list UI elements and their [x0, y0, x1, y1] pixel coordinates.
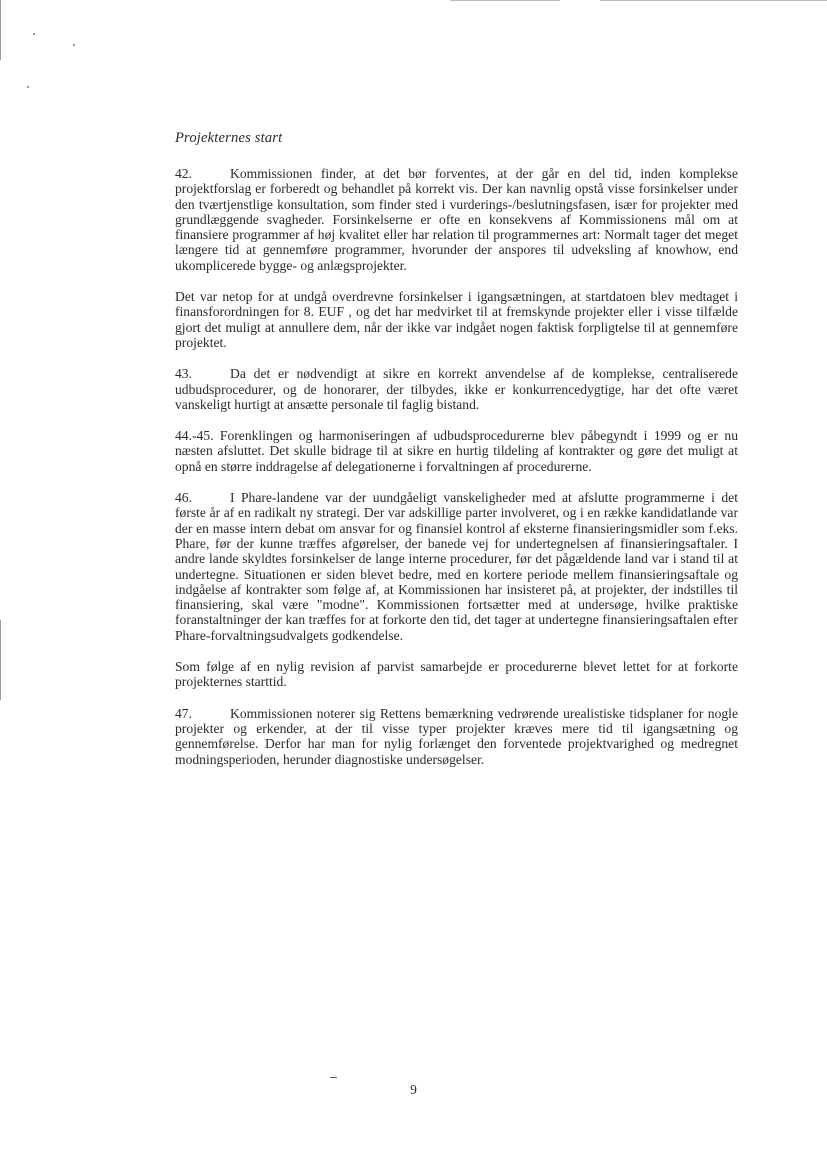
page-number: 9: [410, 1082, 417, 1097]
paragraph-text: Som følge af en nylig revision af parvist samarbejde er procedurerne blevet lettet for at forkorte projekternes starttid.: [175, 659, 738, 690]
scan-left-edge: [0, 0, 1, 60]
scan-edge-line: [450, 0, 560, 1]
paragraph-text: Det var netop for at undgå overdrevne forsinkelser i igangsætningen, at startdatoen blev medtaget i finansforordningen for 8. EUF , og det har medvirket til at fremskynde projekter eller i visse tilfælde gjort det muligt at annullere dem, når der ikke var indgået nogen faktisk forpligtelse til at gennemføre projektet.: [175, 289, 738, 350]
paragraph-43: [175, 366, 738, 412]
paragraph-text: 44.-45. Forenklingen og harmoniseringen af udbudsprocedurerne blev påbegyndt i 1999 og er nu næsten afsluttet. Det skulle bidrage til at sikre en hurtig tildeling af kontrakter og gøre det muligt at opnå en større inddragelse af delegationerne i forvaltningen af procedurerne.: [175, 428, 738, 474]
paragraph-number: 47.: [175, 705, 192, 721]
paragraph-text: Kommissionen finder, at det bør forventes, at der går en del tid, inden komplekse projektforslag er forberedt og behandlet på korrekt vis. Der kan navnlig opstå visse forsinkelser under den tværtjenstlige konsultation, som finder sted i vurderings-/beslutningsfasen, især for projekter med grundlæggende svagheder. Forsinkelserne er ofte en konsekvens af Kommissionens mål om at finansiere programmer af høj kvalitet eller har relation til programmernes art: Normalt tager det meget længere tid at gennemføre programmer, hvorunder der anspores til udveksling af knowhow, end ukomplicerede bygge- og anlægsprojekter.: [175, 166, 738, 273]
scan-mark: [330, 1077, 337, 1078]
scan-speck: [27, 86, 29, 88]
paragraph-number: 42.: [175, 166, 192, 181]
paragraph-44-45: [175, 428, 738, 474]
paragraph-text: Da det er nødvendigt at sikre en korrekt anvendelse af de komplekse, centraliserede udbudsprocedurer, og de honorarer, der tilbydes, ikke er konkurrencedygtige, har det ofte været vanskeligt hurtigt at ansætte personale til faglig bistand.: [175, 366, 738, 412]
paragraph-number: 46.: [175, 490, 192, 506]
body-text: [175, 166, 738, 783]
section-title: Projekternes start: [175, 130, 283, 146]
paragraph-text: Kommissionen noterer sig Rettens bemærkning vedrørende urealistiske tidsplaner for nogle projekter og erkender, at der til visse typer projekter kræves mere tid til igangsætning og gennemførelse. Derfor har man for nylig forlænget den forventede projektvarighed og medregnet modningsperioden, herunder diagnostiske undersøgelser.: [175, 705, 738, 767]
scan-speck: [73, 44, 75, 46]
paragraph-47: [175, 706, 738, 767]
paragraph-number: 43.: [175, 366, 192, 382]
scan-speck: [33, 33, 35, 35]
scan-left-edge: [0, 620, 1, 700]
paragraph-42: [175, 166, 738, 273]
scan-edge-line: [600, 0, 827, 1]
paragraph-text: I Phare-landene var der uundgåeligt vanskeligheder med at afslutte programmerne i det første år af en radikalt ny strategi. Der var adskillige parter involveret, og i en række kandidatlande var der en masse intern debat om ansvar for og finansiel kontrol af eksterne finansieringsmidler som f.eks. Phare, før der kunne træffes afgørelser, der banede vej for undertegnelsen af finansieringsaftaler. I andre lande skyldtes forsinkelser de lange interne procedurer, før det pågældende land var i stand til at undertegne. Situationen er siden blevet bedre, med en kortere periode mellem finansieringsaftale og indgåelse af kontrakter som følge af, at Kommissionen har insisteret på, at projekter, der indstilles til finansiering, skal være "modne". Kommissionen fortsætter med at undersøge, hvilke praktiske foranstaltninger der kan træffes for at forkorte den tid, det tager at undertegne finansieringsaftalen efter Phare-forvaltningsudvalgets godkendelse.: [175, 490, 738, 643]
paragraph-46-continued: [175, 659, 738, 690]
paragraph-42-continued: [175, 289, 738, 350]
paragraph-46: [175, 490, 738, 643]
